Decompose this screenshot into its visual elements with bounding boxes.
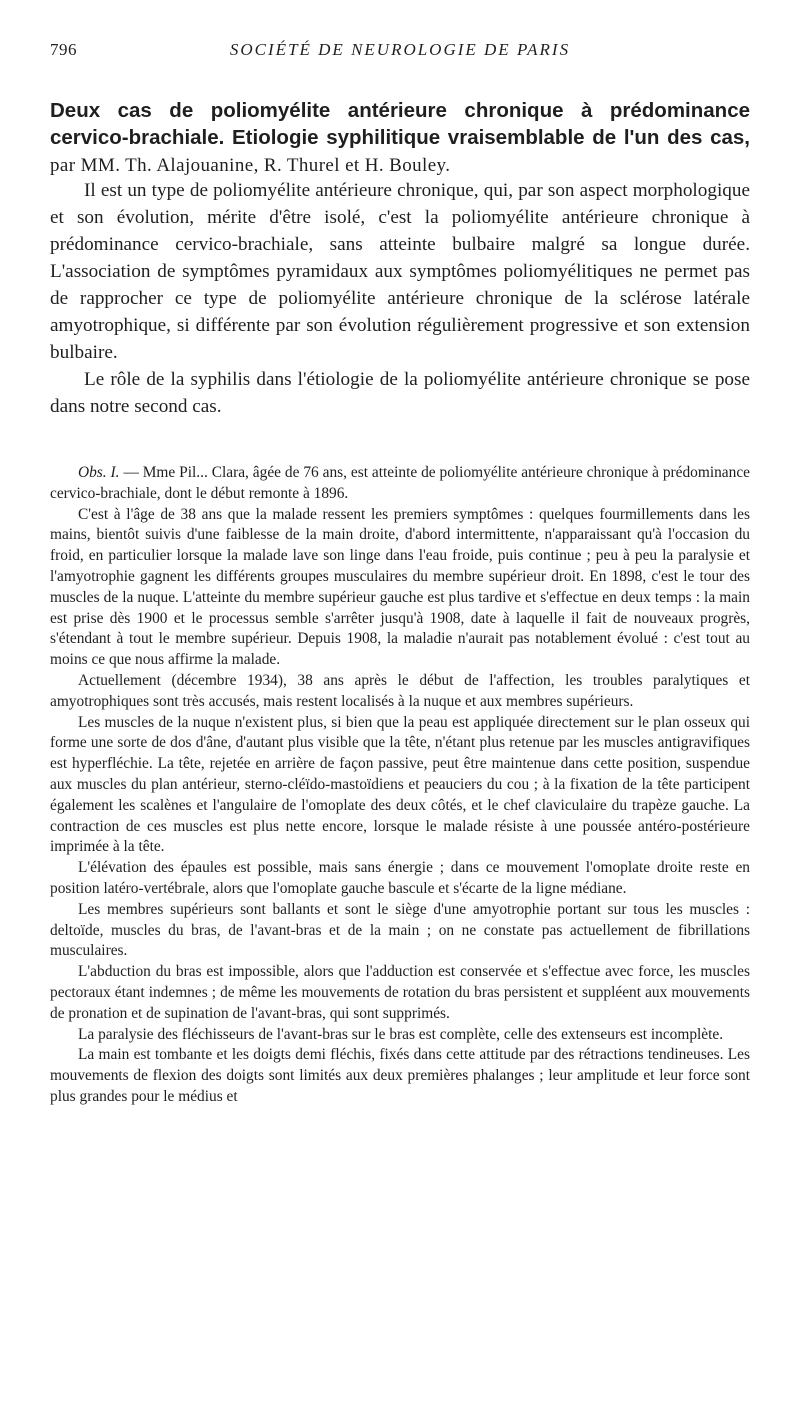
observation-intro: — Mme Pil... Clara, âgée de 76 ans, est atteinte de poliomyélite antérieure chronique à prédominance cervico-brachiale, dont le début remonte à 1896. [50,464,751,502]
abstract-paragraph: Il est un type de poliomyélite antérieure chronique, qui, par son aspect morphologique et son évolution, mérite d'être isolé, c'est la poliomyélite antérieure chronique à prédominance cervico-brachiale, sans atteinte bulbaire malgré sa longue durée. L'association de symptômes pyramidaux aux symptômes poliomyélitiques ne permet pas de rapprocher ce type de poliomyélite antérieure chronique de la sclérose latérale amyotrophique, si différente par son évolution régulièrement progressive et son extension bulbaire. [50,180,750,363]
observation-paragraph [50,463,750,505]
observation-paragraph: La paralysie des fléchisseurs de l'avant-bras sur le bras est complète, celle des extenseurs est incomplète. [78,1025,724,1043]
observation-paragraph: Les muscles de la nuque n'existent plus, si bien que la peau est appliquée directement sur le plan osseux qui forme une sorte de dos d'âne, d'autant plus visible que la tête, n'étant plus retenue par les muscles antigravifiques est hyperfléchie. La tête, rejetée en arrière de façon passive, peut être maintenue dans cette position, suspendue aux muscles du plan antérieur, sterno-cléïdo-mastoïdiens et peauciers du cou ; à la fixation de la tête participent également les scalènes et l'angulaire de l'omoplate des deux côtés, et le chef claviculaire du trapèze gauche. La contraction de ces muscles est plus nette encore, lorsque le malade résiste à une poussée antéro-postérieure imprimée à la tête. [50,713,750,856]
author-byline: par MM. Th. Alajouanine, R. Thurel et H. Bouley. [50,155,451,176]
abstract [50,177,750,420]
observation-paragraph: Actuellement (décembre 1934), 38 ans après le début de l'affection, les troubles paralytiques et amyotrophiques sont très accusés, mais restent localisés à la nuque et aux membres supérieurs. [50,671,750,710]
running-head: SOCIÉTÉ DE NEUROLOGIE DE PARIS [229,40,571,59]
abstract-paragraph: Le rôle de la syphilis dans l'étiologie de la poliomyélite antérieure chronique se pose dans notre second cas. [50,369,750,417]
observation-paragraph: La main est tombante et les doigts demi fléchis, fixés dans cette attitude par des rétractions tendineuses. Les mouvements de flexion des doigts sont limités aux deux premières phalanges ; leur amplitude et leur force sont plus grandes pour le médius et [50,1046,750,1105]
observation-paragraph: L'abduction du bras est impossible, alors que l'adduction est conservée et s'effectue avec force, les muscles pectoraux étant indemnes ; de même les mouvements de rotation du bras persistent et suppléent aux mouvements de pronation et de supination de l'avant-bras, qui sont supprimés. [50,963,750,1022]
page-header [50,40,750,66]
article-title [50,97,750,179]
page-number: 796 [50,40,77,59]
observation-paragraph: Les membres supérieurs sont ballants et sont le siège d'une amyotrophie portant sur tous les muscles : deltoïde, muscles du bras, de l'avant-bras et de la main ; on ne constate pas actuellement de fibrillations musculaires. [50,900,750,960]
observation-section [50,463,750,1108]
observation-paragraph: L'élévation des épaules est possible, mais sans énergie ; dans ce mouvement l'omoplate droite reste en position latéro-vertébrale, alors que l'omoplate gauche bascule et s'écarte de la ligne médiane. [50,859,750,897]
observation-paragraph: C'est à l'âge de 38 ans que la malade ressent les premiers symptômes : quelques fourmillements dans les mains, bientôt suivis d'une faiblesse de la main droite, d'abord intermittente, n'apparaissant qu'à l'occasion du froid, en particulier lorsque la malade lave son linge dans l'eau froide, puis continue ; peu à peu la paralysie et l'amyotrophie gagnent les différents groupes musculaires du membre supérieur droit. En 1898, c'est le tour des muscles de la nuque. L'atteinte du membre supérieur gauche est plus tardive et s'effectue en deux temps : la main est prise dès 1900 et le processus semble s'arrêter jusqu'à 1908, date à laquelle il fait de nouveaux progrès, s'étendant à tout le membre supérieur. Depuis 1908, la maladie n'aurait pas notablement évolué : c'est tout au moins ce que nous affirme la malade. [50,505,750,669]
observation-lead: Obs. I. [78,464,120,481]
title-text: Deux cas de poliomyélite antérieure chronique à prédominance cervico-brachiale. Etiologie syphilitique vraisemblable de l'un des cas, [50,99,750,149]
